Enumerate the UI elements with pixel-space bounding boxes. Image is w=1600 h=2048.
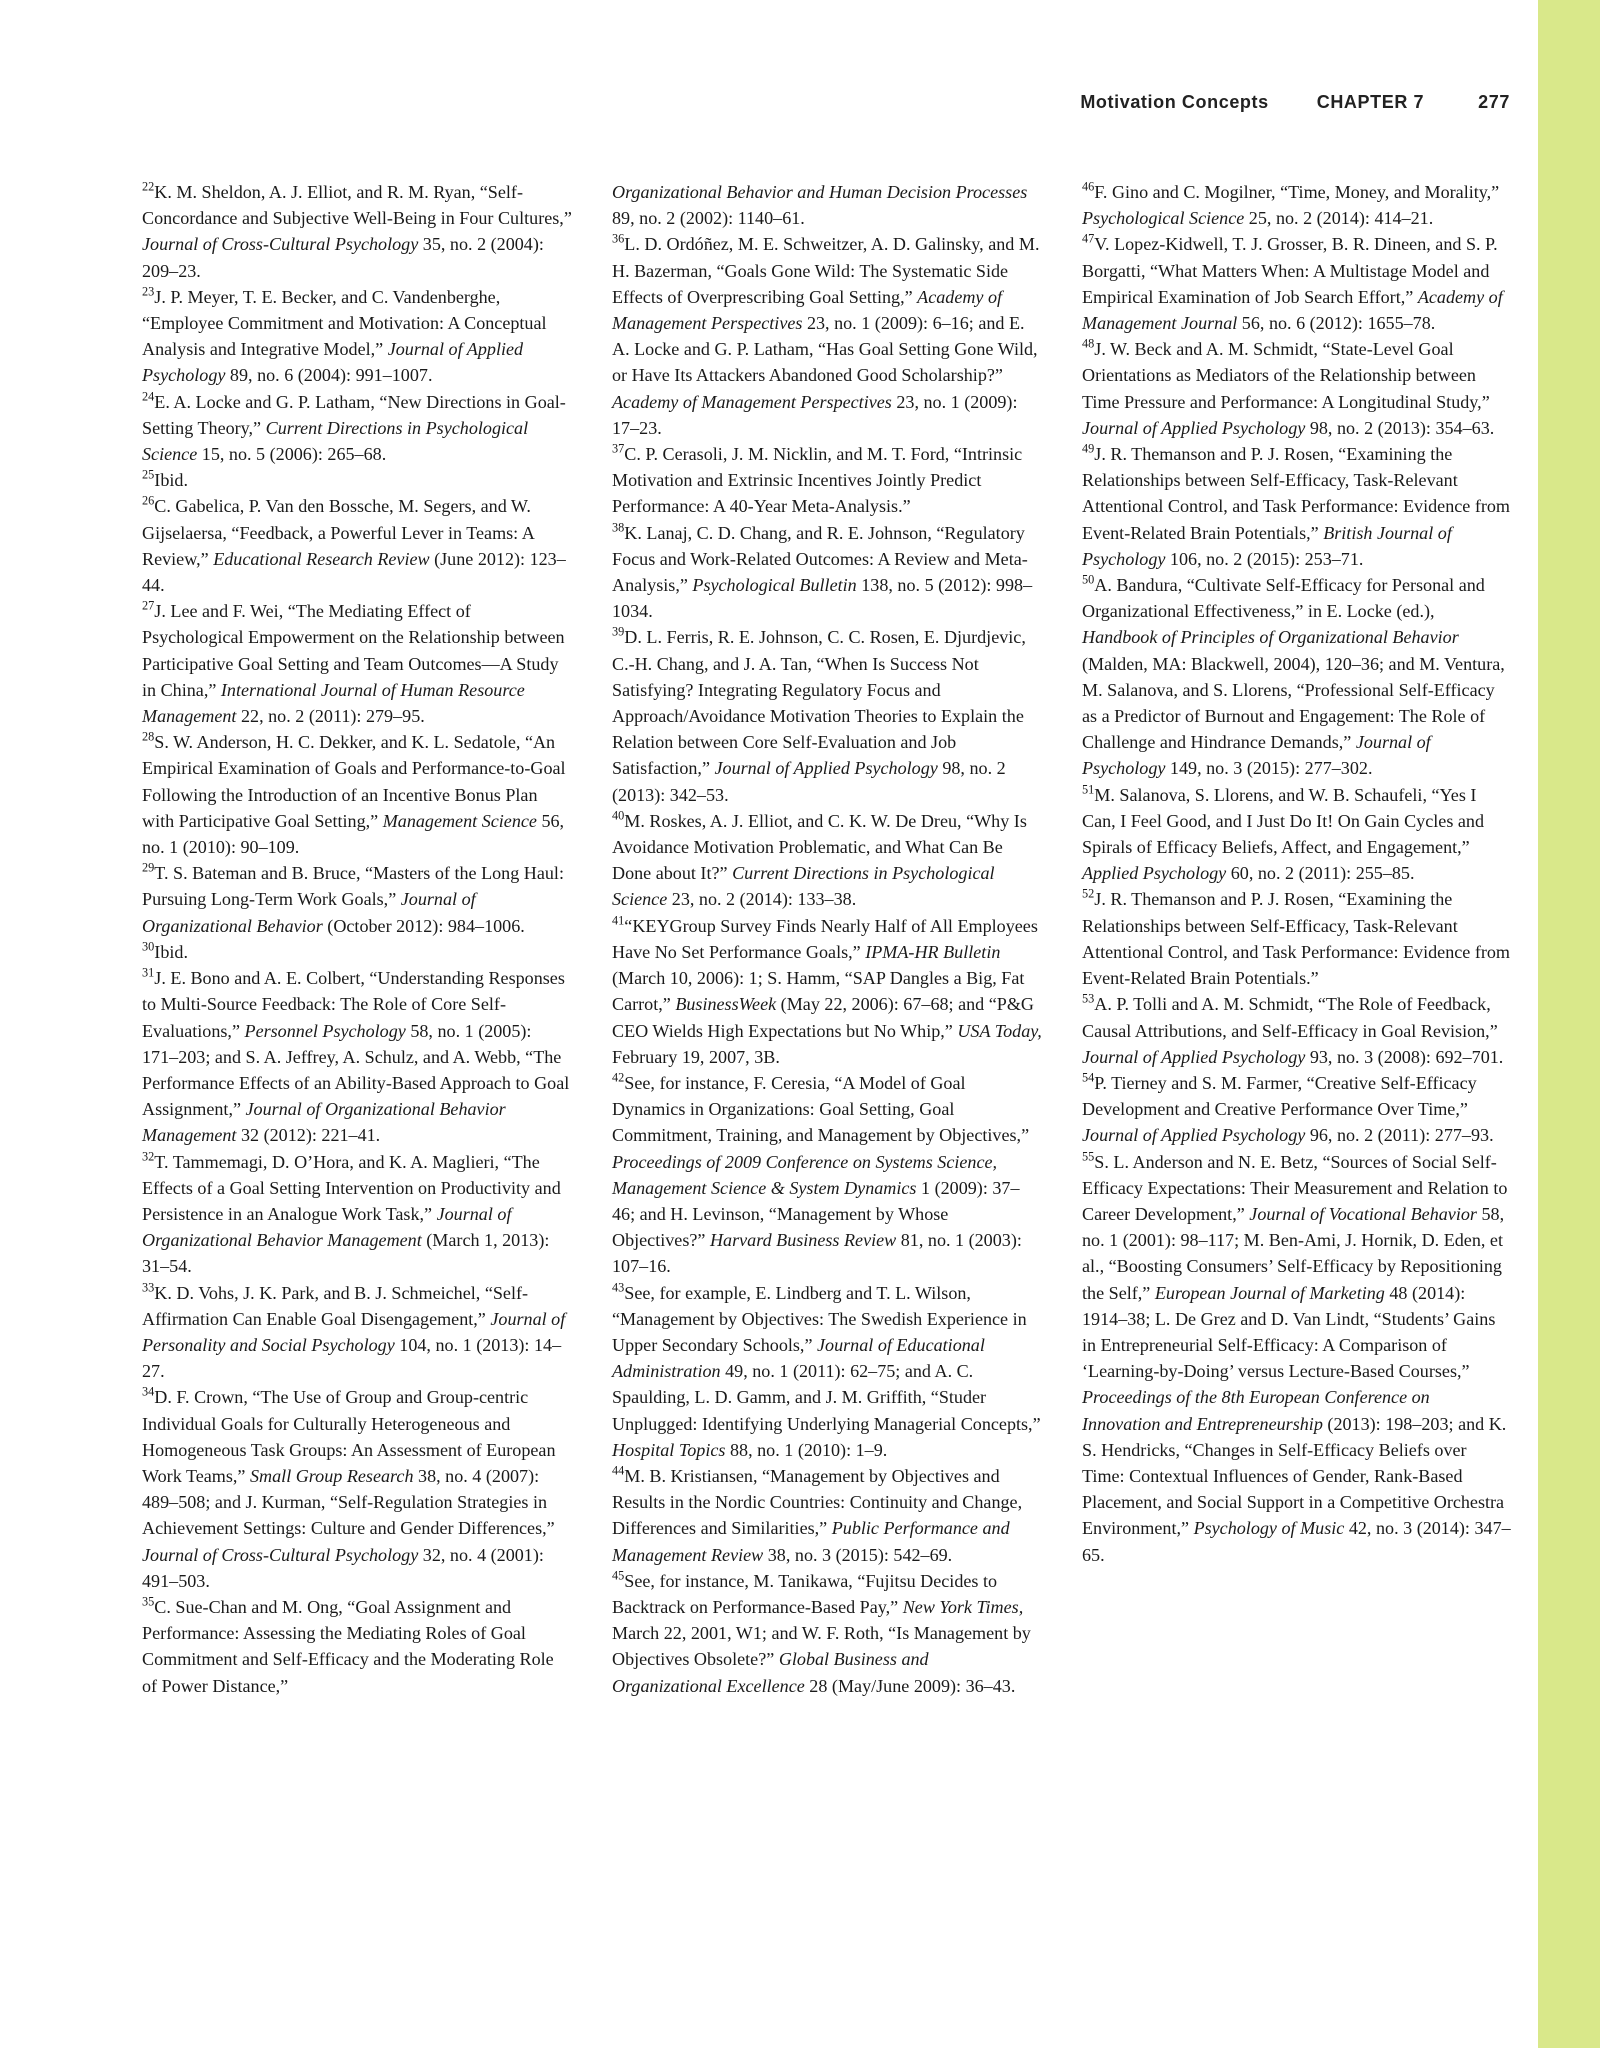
citation-source-title: Journal of Applied Psychology — [1082, 1125, 1306, 1146]
endnote-number: 49 — [1082, 441, 1095, 456]
citation-source-title: Journal of Applied Psychology — [1082, 1046, 1306, 1067]
endnote-number: 46 — [1082, 179, 1095, 194]
chapter-label: CHAPTER 7 — [1316, 92, 1425, 112]
endnote-41 — [612, 913, 1042, 1070]
citation-text: 23, no. 1 (2009): 17–23. — [612, 391, 1018, 438]
section-title: Motivation Concepts — [1080, 92, 1269, 112]
endnote-number: 22 — [142, 179, 155, 194]
citation-text: 98, no. 2 (2013): 354–63. — [1305, 417, 1495, 438]
citation-source-title: Academy of Management Perspectives — [612, 391, 892, 412]
citation-source-title: Journal of Cross-Cultural Psychology — [142, 234, 419, 255]
citation-source-title: Journal of Applied Psychology — [714, 758, 938, 779]
citation-source-title: Current Directions in Psychological Science — [612, 863, 995, 910]
citation-text: (October 2012): 984–1006. — [322, 915, 525, 936]
endnote-49 — [1082, 441, 1512, 572]
endnote-number: 33 — [142, 1279, 155, 1294]
citation-text: K. M. Sheldon, A. J. Elliot, and R. M. Ryan, “Self-Concordance and Subjective Well-Being in Four Cultures,” — [142, 182, 572, 229]
endnote-number: 35 — [142, 1594, 155, 1609]
citation-text: S. L. Anderson and N. E. Betz, “Sources of Social Self-Efficacy Expectations: Their Measurement and Relation to Career Development,” — [1082, 1151, 1508, 1224]
citation-text: (June 2012): 123–44. — [142, 548, 566, 596]
endnote-55 — [1082, 1149, 1512, 1568]
citation-text: 38, no. 4 (2007): 489–508; and J. Kurman, “Self-Regulation Strategies in Achievement Settings: Culture and Gender Differences,” — [142, 1465, 555, 1539]
endnote-number: 29 — [142, 860, 155, 875]
endnote-number: 39 — [612, 624, 625, 639]
citation-text: 49, no. 1 (2011): 62–75; and A. C. Spaulding, L. D. Gamm, and J. M. Griffith, “Studer Unplugged: Identifying Underlying Managerial Concepts,” — [612, 1361, 1041, 1434]
citation-text: 32, no. 4 (2001): 491–503. — [142, 1544, 544, 1591]
endnote-24 — [142, 389, 572, 468]
endnote-37 — [612, 441, 1042, 520]
endnote-25 — [142, 467, 572, 493]
citation-text: 28 (May/June 2009): 36–43. — [804, 1675, 1016, 1696]
citation-text: 15, no. 5 (2006): 265–68. — [197, 444, 387, 465]
citation-source-title: Journal of Cross-Cultural Psychology — [142, 1544, 419, 1565]
citation-source-title: USA Today, — [957, 1020, 1042, 1041]
citation-text: 32 (2012): 221–41. — [236, 1125, 381, 1146]
citation-text: (May 22, 2006): 67–68; and “P&G CEO Wields High Expectations but No Whip,” — [612, 994, 1034, 1041]
citation-source-title: British Journal of Psychology — [1082, 522, 1452, 569]
citation-text: Ibid. — [154, 470, 188, 491]
citation-text: D. L. Ferris, R. E. Johnson, C. C. Rosen, E. Djurdjevic, C.-H. Chang, and J. A. Tan, “When Is Success Not Satisfying? Integrating Regulatory Focus and Approach/Avoidance Motivation Theories to Explain the Relation between Core Self-Evaluation and Job Satisfaction,” — [612, 627, 1026, 779]
citation-text: 56, no. 6 (2012): 1655–78. — [1237, 313, 1436, 334]
citation-text: J. R. Themanson and P. J. Rosen, “Examining the Relationships between Self-Efficacy, Task-Relevant Attentional Control, and Task Performance: Evidence from Event-Related Brain Potentials,” — [1082, 444, 1511, 543]
citation-text: J. Lee and F. Wei, “The Mediating Effect of Psychological Empowerment on the Relationship between Participative Goal Setting and Team Outcomes—A Study in China,” — [142, 601, 565, 700]
citation-source-title: International Journal of Human Resource Management — [142, 679, 525, 727]
endnote-31 — [142, 965, 572, 1148]
endnote-22 — [142, 179, 572, 284]
citation-text: 89, no. 6 (2004): 991–1007. — [225, 365, 433, 386]
citation-text: C. P. Cerasoli, J. M. Nicklin, and M. T. Ford, “Intrinsic Motivation and Extrinsic Incentives Jointly Predict Performance: A 40-Year Meta-Analysis.” — [612, 444, 1023, 517]
citation-text: 96, no. 2 (2011): 277–93. — [1305, 1125, 1494, 1146]
citation-text: 1 (2009): 37–46; and H. Levinson, “Management by Whose Objectives?” — [612, 1177, 1020, 1251]
citation-text: 58, no. 1 (2005): 171–203; and S. A. Jeffrey, A. Schulz, and A. Webb, “The Performance Effects of an Ability-Based Approach to Goal Assignment,” — [142, 1020, 570, 1120]
citation-source-title: European Journal of Marketing — [1154, 1282, 1385, 1303]
citation-text: J. E. Bono and A. E. Colbert, “Understanding Responses to Multi-Source Feedback: The Role of Core Self-Evaluations,” — [142, 968, 565, 1041]
endnote-number: 36 — [612, 231, 625, 246]
endnote-number: 52 — [1082, 886, 1095, 901]
citation-source-title: Journal of Applied Psychology — [142, 339, 524, 386]
endnote-number: 55 — [1082, 1148, 1095, 1163]
citation-source-title: Current Directions in Psychological Science — [142, 417, 529, 465]
endnote-53 — [1082, 991, 1512, 1070]
citation-text: J. P. Meyer, T. E. Becker, and C. Vandenberghe, “Employee Commitment and Motivation: A Conceptual Analysis and Integrative Model,” — [142, 286, 547, 360]
citation-text: 42, no. 3 (2014): 347–65. — [1082, 1518, 1511, 1565]
citation-source-title: Hospital Topics — [612, 1439, 726, 1460]
citation-source-title: Academy of Management Perspectives — [612, 286, 1003, 334]
citation-text: (March 10, 2006): 1; S. Hamm, “SAP Dangles a Big, Fat Carrot,” — [612, 968, 1025, 1015]
citation-source-title: Psychological Bulletin — [692, 575, 857, 596]
endnote-number: 32 — [142, 1148, 155, 1163]
citation-text: T. S. Bateman and B. Bruce, “Masters of the Long Haul: Pursuing Long-Term Work Goals,” — [142, 863, 564, 910]
endnote-number: 38 — [612, 520, 625, 535]
citation-source-title: Proceedings of the 8th European Conference on Innovation and Entrepreneurship — [1082, 1387, 1430, 1434]
endnote-32 — [142, 1149, 572, 1280]
endnote-number: 31 — [142, 965, 155, 980]
citation-source-title: Journal of Vocational Behavior — [1249, 1203, 1477, 1224]
citation-text: M. Salanova, S. Llorens, and W. B. Schaufeli, “Yes I Can, I Feel Good, and I Just Do It! On Gain Cycles and Spirals of Efficacy Beliefs, Affect, and Engagement,” — [1082, 784, 1485, 858]
citation-source-title: Organizational Behavior and Human Decision Processes — [612, 182, 1028, 202]
citation-text: 22, no. 2 (2011): 279–95. — [236, 706, 425, 727]
citation-text: See, for instance, M. Tanikawa, “Fujitsu Decides to Backtrack on Performance-Based Pay,” — [612, 1570, 998, 1617]
citation-text: 93, no. 3 (2008): 692–701. — [1305, 1046, 1504, 1067]
endnote-number: 28 — [142, 729, 155, 744]
citation-text: 35, no. 2 (2004): 209–23. — [142, 234, 544, 281]
endnote-42 — [612, 1070, 1042, 1280]
citation-source-title: Global Business and Organizational Excellence — [612, 1649, 929, 1696]
citation-source-title: Educational Research Review — [213, 548, 430, 569]
citation-source-title: Management Science — [382, 810, 537, 831]
citation-source-title: Psychological Science — [1082, 208, 1245, 229]
endnote-number: 34 — [142, 1384, 155, 1399]
citation-text: 138, no. 5 (2012): 998–1034. — [612, 575, 1033, 622]
citation-source-title: Small Group Research — [250, 1465, 414, 1486]
endnote-54 — [1082, 1070, 1512, 1149]
citation-text: A. P. Tolli and A. M. Schmidt, “The Role of Feedback, Causal Attributions, and Self-Efficacy in Goal Revision,” — [1082, 994, 1498, 1041]
endnote-34 — [142, 1384, 572, 1594]
citation-text: C. Sue-Chan and M. Ong, “Goal Assignment and Performance: Assessing the Mediating Roles of Goal Commitment and Self-Efficacy and the Moderating Role of Power Distance,” — [142, 1596, 554, 1696]
citation-source-title: Public Performance and Management Review — [612, 1518, 1010, 1565]
endnote-39 — [612, 624, 1042, 807]
endnote-48 — [1082, 336, 1512, 441]
endnote-29 — [142, 860, 572, 939]
endnote-45 — [612, 1568, 1042, 1699]
citation-text: 98, no. 2 (2013): 342–53. — [612, 758, 1006, 805]
citation-text: 88, no. 1 (2010): 1–9. — [725, 1439, 888, 1460]
endnote-52 — [1082, 886, 1512, 991]
endnote-number: 51 — [1082, 782, 1095, 797]
citation-text: 104, no. 1 (2013): 14–27. — [142, 1334, 562, 1382]
citation-source-title: Journal of Psychology — [1082, 732, 1431, 779]
citation-source-title: Journal of Organizational Behavior Management — [142, 1099, 506, 1146]
citation-text: M. B. Kristiansen, “Management by Objectives and Results in the Nordic Countries: Continuity and Change, Differences and Similarities,” — [612, 1465, 1023, 1539]
endnote-number: 43 — [612, 1279, 625, 1294]
citation-text: (Malden, MA: Blackwell, 2004), 120–36; and M. Ventura, M. Salanova, and S. Llorens, “Professional Self-Efficacy as a Predictor of Burnout and Engagement: The Role of Challenge and Hindrance Demands,” — [1082, 653, 1505, 753]
citation-text: A. Bandura, “Cultivate Self-Efficacy for Personal and Organizational Effectiveness,” in E. Locke (ed.), — [1082, 575, 1485, 622]
citation-text: V. Lopez-Kidwell, T. J. Grosser, B. R. Dineen, and S. P. Borgatti, “What Matters When: A Multistage Model and Empirical Examination of Job Search Effort,” — [1082, 234, 1498, 307]
citation-text: (2013): 198–203; and K. S. Hendricks, “Changes in Self-Efficacy Beliefs over Time: Contextual Influences of Gender, Rank-Based Placement, and Social Support in a Competitive Orchestra Environment,” — [1082, 1413, 1507, 1539]
citation-text: 48 (2014): 1914–38; L. De Grez and D. Van Lindt, “Students’ Gains in Entrepreneurial Self-Efficacy: A Comparison of ‘Learning-by-Doing’ versus Lecture-Based Courses,” — [1082, 1282, 1496, 1382]
citation-text: March 22, 2001, W1; and W. F. Roth, “Is Management by Objectives Obsolete?” — [612, 1623, 1031, 1670]
citation-text: February 19, 2007, 3B. — [612, 1046, 780, 1067]
endnote-number: 53 — [1082, 991, 1095, 1006]
citation-text: 81, no. 1 (2003): 107–16. — [612, 1230, 1022, 1277]
citation-text: Ibid. — [154, 941, 188, 962]
citation-source-title: Journal of Organizational Behavior Management — [142, 1203, 512, 1251]
citation-text: 23, no. 1 (2009): 6–16; and E. A. Locke and G. P. Latham, “Has Goal Setting Gone Wild, or Have Its Attackers Abandoned Good Scholarship?” — [612, 313, 1038, 386]
citation-source-title: Journal of Educational Administration — [612, 1334, 985, 1382]
citation-text: 25, no. 2 (2014): 414–21. — [1244, 208, 1434, 229]
endnote-number: 45 — [612, 1568, 625, 1583]
endnote-27 — [142, 598, 572, 729]
endnote-number: 24 — [142, 389, 155, 403]
citation-source-title: Journal of Organizational Behavior — [142, 889, 476, 936]
citation-text: 149, no. 3 (2015): 277–302. — [1165, 758, 1373, 779]
endnotes-column-1 — [142, 179, 572, 1699]
citation-source-title: Journal of Personality and Social Psychology — [142, 1308, 566, 1355]
running-header — [1040, 92, 1510, 113]
citation-text: C. Gabelica, P. Van den Bossche, M. Segers, and W. Gijselaersa, “Feedback, a Powerful Lever in Teams: A Review,” — [142, 496, 534, 569]
citation-text: S. W. Anderson, H. C. Dekker, and K. L. Sedatole, “An Empirical Examination of Goals and Performance-to-Goal Following the Introduction of an Incentive Bonus Plan with Participative Goal Setting,” — [142, 732, 566, 831]
citation-text: 60, no. 2 (2011): 255–85. — [1226, 863, 1415, 884]
citation-source-title: Journal of Applied Psychology — [1082, 417, 1306, 438]
citation-text: P. Tierney and S. M. Farmer, “Creative Self-Efficacy Development and Creative Performance Over Time,” — [1082, 1072, 1477, 1120]
endnote-51 — [1082, 782, 1512, 887]
citation-source-title: Academy of Management Journal — [1082, 286, 1503, 334]
endnote-28 — [142, 729, 572, 860]
citation-text: (March 1, 2013): 31–54. — [142, 1230, 550, 1277]
endnote-number: 30 — [142, 939, 155, 954]
endnote-36 — [612, 231, 1042, 441]
citation-source-title: New York Times, — [902, 1596, 1024, 1617]
endnote-30 — [142, 939, 572, 965]
citation-text: K. D. Vohs, J. K. Park, and B. J. Schmeichel, “Self-Affirmation Can Enable Goal Disengagement,” — [142, 1282, 529, 1329]
citation-text: 56, no. 1 (2010): 90–109. — [142, 810, 565, 858]
endnote-number: 54 — [1082, 1070, 1095, 1085]
endnote-number: 37 — [612, 441, 625, 456]
citation-source-title: Personnel Psychology — [244, 1020, 406, 1041]
citation-text: 23, no. 2 (2014): 133–38. — [667, 889, 857, 910]
citation-text: D. F. Crown, “The Use of Group and Group-centric Individual Goals for Culturally Heterogeneous and Homogeneous Task Groups: An Assessment of European Work Teams,” — [142, 1387, 556, 1486]
endnote-number: 50 — [1082, 572, 1095, 587]
side-color-strip — [1538, 0, 1600, 2048]
endnotes-column-2 — [612, 179, 1042, 1699]
endnote-number: 26 — [142, 493, 155, 508]
citation-text: 89, no. 2 (2002): 1140–61. — [612, 208, 805, 229]
endnote-number: 40 — [612, 808, 625, 823]
endnote-33 — [142, 1280, 572, 1385]
citation-source-title: Handbook of Principles of Organizational Behavior — [1082, 627, 1459, 648]
endnote-continuation — [612, 179, 1042, 231]
endnote-35 — [142, 1594, 572, 1699]
endnote-50 — [1082, 572, 1512, 782]
citation-text: M. Roskes, A. J. Elliot, and C. K. W. De Dreu, “Why Is Avoidance Motivation Problematic, and What Can Be Done about It?” — [612, 810, 1027, 884]
citation-text: E. A. Locke and G. P. Latham, “New Directions in Goal-Setting Theory,” — [142, 391, 566, 438]
page-number: 277 — [1478, 92, 1510, 112]
citation-text: 106, no. 2 (2015): 253–71. — [1165, 548, 1364, 569]
citation-text: See, for instance, F. Ceresia, “A Model of Goal Dynamics in Organizations: Goal Setting, Goal Commitment, Training, and Management by Objectives,” — [612, 1072, 1030, 1146]
endnote-number: 41 — [612, 913, 625, 928]
citation-source-title: Applied Psychology — [1082, 863, 1227, 884]
citation-text: J. W. Beck and A. M. Schmidt, “State-Level Goal Orientations as Mediators of the Relationship between Time Pressure and Performance: A Longitudinal Study,” — [1082, 339, 1490, 412]
citation-text: F. Gino and C. Mogilner, “Time, Money, and Morality,” — [1094, 182, 1500, 202]
citation-source-title: BusinessWeek — [675, 994, 777, 1015]
endnote-38 — [612, 520, 1042, 625]
citation-source-title: IPMA-HR Bulletin — [865, 941, 1001, 962]
endnote-40 — [612, 808, 1042, 913]
endnote-23 — [142, 284, 572, 389]
citation-source-title: Harvard Business Review — [709, 1230, 897, 1251]
citation-text: K. Lanaj, C. D. Chang, and R. E. Johnson, “Regulatory Focus and Work-Related Outcomes: A Review and Meta-Analysis,” — [612, 522, 1028, 596]
citation-text: T. Tammemagi, D. O’Hora, and K. A. Maglieri, “The Effects of a Goal Setting Intervention on Productivity and Persistence in an Analogue Work Task,” — [142, 1151, 561, 1224]
citation-source-title: Proceedings of 2009 Conference on Systems Science, Management Science & System Dynamics — [612, 1151, 998, 1198]
endnote-number: 48 — [1082, 336, 1095, 351]
endnote-number: 44 — [612, 1463, 625, 1478]
citation-text: See, for example, E. Lindberg and T. L. Wilson, “Management by Objectives: The Swedish Experience in Upper Secondary Schools,” — [612, 1282, 1027, 1355]
endnote-43 — [612, 1280, 1042, 1463]
citation-source-title: Psychology of Music — [1193, 1518, 1345, 1539]
endnote-number: 47 — [1082, 231, 1095, 246]
endnote-number: 42 — [612, 1070, 625, 1085]
citation-text: “KEYGroup Survey Finds Nearly Half of All Employees Have No Set Performance Goals,” — [612, 915, 1038, 962]
endnotes-column-3 — [1082, 179, 1512, 1568]
citation-text: L. D. Ordóñez, M. E. Schweitzer, A. D. Galinsky, and M. H. Bazerman, “Goals Gone Wild: The Systematic Side Effects of Overprescribing Goal Setting,” — [612, 234, 1040, 307]
endnote-47 — [1082, 231, 1512, 336]
endnote-46 — [1082, 179, 1512, 231]
citation-text: 58, no. 1 (2001): 98–117; M. Ben-Ami, J. Hornik, D. Eden, et al., “Boosting Consumers’ Self-Efficacy by Repositioning the Self,” — [1082, 1203, 1505, 1303]
endnote-26 — [142, 493, 572, 598]
endnote-number: 25 — [142, 467, 155, 482]
endnote-number: 27 — [142, 598, 155, 613]
citation-text: J. R. Themanson and P. J. Rosen, “Examining the Relationships between Self-Efficacy, Task-Relevant Attentional Control, and Task Performance: Evidence from Event-Related Brain Potentials.” — [1082, 889, 1511, 989]
endnote-44 — [612, 1463, 1042, 1568]
citation-text: 38, no. 3 (2015): 542–69. — [763, 1544, 953, 1565]
endnote-number: 23 — [142, 284, 155, 299]
